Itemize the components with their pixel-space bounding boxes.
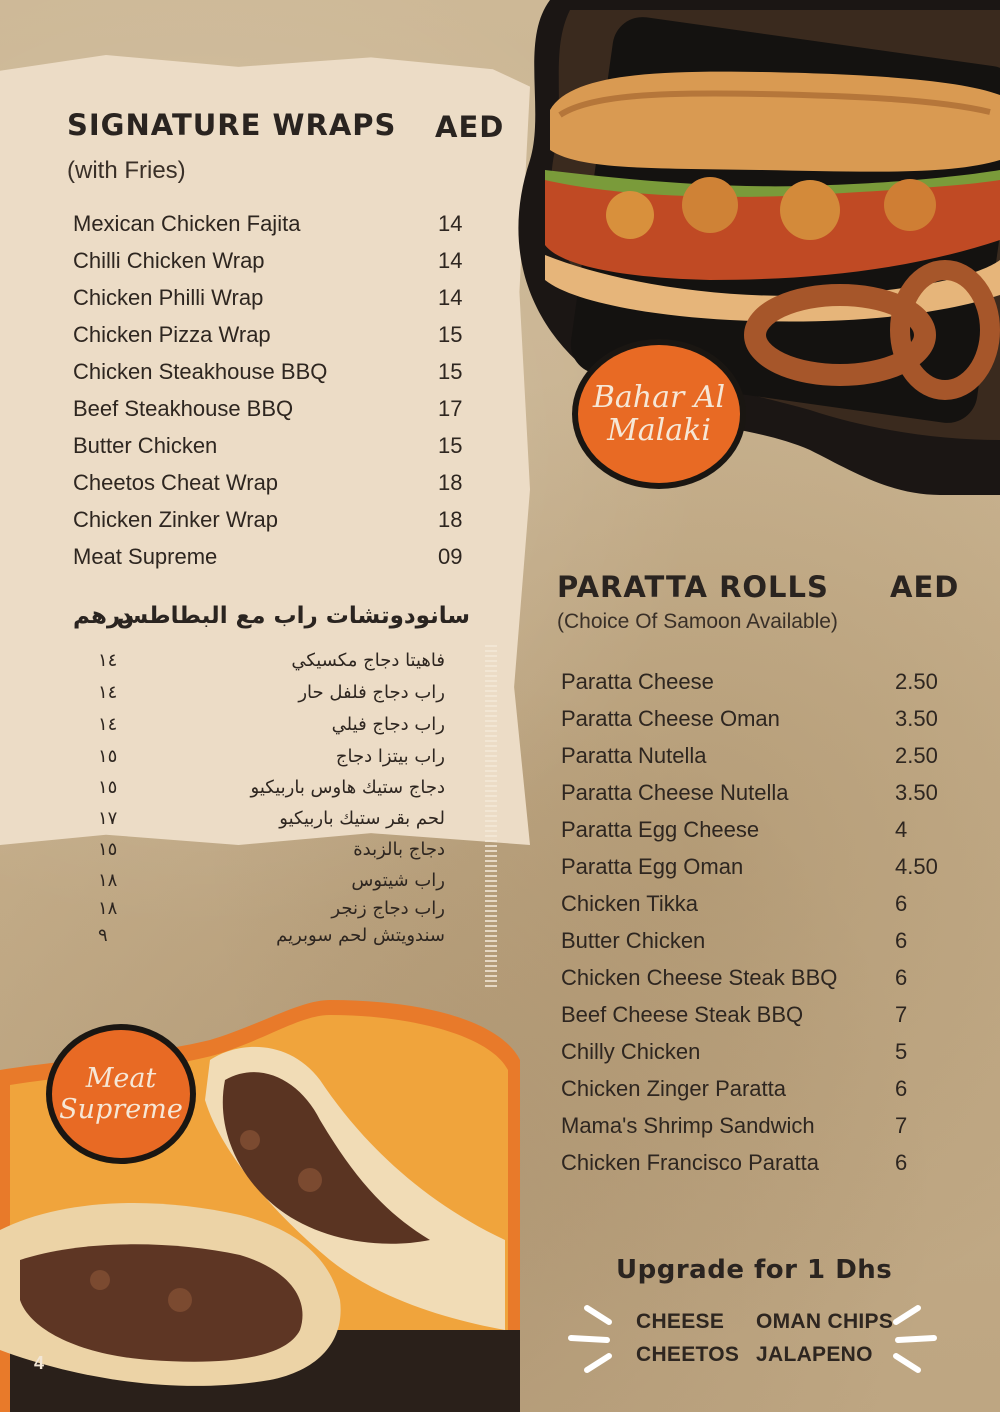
item-name: Butter Chicken <box>561 928 706 953</box>
arabic-menu-item <box>90 839 445 870</box>
arabic-menu-item <box>90 746 445 777</box>
item-name: Chicken Francisco Paratta <box>561 1150 819 1175</box>
badge-line: Meat <box>85 1062 157 1094</box>
menu-item <box>73 248 473 285</box>
arabic-menu-item <box>90 682 445 714</box>
item-name: Paratta Cheese Oman <box>561 706 780 731</box>
arabic-menu-item <box>90 808 445 839</box>
arabic-menu-item <box>90 714 445 746</box>
arabic-item-price: ١٨ <box>98 870 118 891</box>
item-name: Chicken Philli Wrap <box>73 285 264 310</box>
menu-item <box>561 780 961 817</box>
item-price: 18 <box>438 470 463 495</box>
menu-item <box>561 891 961 928</box>
arabic-item-name: لحم بقر ستيك باربيكيو <box>279 808 445 829</box>
menu-item <box>561 706 961 743</box>
arabic-item-name: راب شيتوس <box>351 870 445 891</box>
arabic-item-price: ١٤ <box>98 650 118 671</box>
item-name: Butter Chicken <box>73 433 218 458</box>
menu-item <box>561 928 961 965</box>
arabic-title: سانودوتشات راب مع البطاطس <box>116 603 470 629</box>
upgrade-option: CHEETOS <box>636 1343 740 1366</box>
wraps-subtitle: (with Fries) <box>67 157 186 184</box>
item-name: Paratta Egg Cheese <box>561 817 760 842</box>
menu-item <box>561 1039 961 1076</box>
upgrade-title: Upgrade for 1 Dhs <box>616 1255 893 1285</box>
item-price: 15 <box>438 359 463 384</box>
menu-item <box>73 359 473 396</box>
menu-item <box>561 817 961 854</box>
arabic-item-price: ١٧ <box>98 808 118 829</box>
badge-line: Supreme <box>59 1094 183 1125</box>
arabic-item-name: راب دجاج فلفل حار <box>298 682 445 703</box>
item-name: Beef Cheese Steak BBQ <box>561 1002 804 1027</box>
arabic-item-name: فاهيتا دجاج مكسيكي <box>291 650 445 671</box>
arabic-menu-list <box>90 650 445 953</box>
arabic-item-name: دجاج بالزبدة <box>353 839 445 860</box>
item-price: 17 <box>438 396 463 421</box>
menu-item <box>561 743 961 780</box>
menu-item <box>561 854 961 891</box>
arabic-item-price: ١٤ <box>98 682 118 703</box>
arabic-item-name: راب بيتزا دجاج <box>335 746 445 767</box>
item-price: 15 <box>438 433 463 458</box>
menu-item <box>561 965 961 1002</box>
item-name: Chicken Tikka <box>561 891 698 916</box>
badge-line: Malaki <box>607 413 711 448</box>
paratta-title: PARATTA ROLLS <box>557 570 829 604</box>
item-name: Chilli Chicken Wrap <box>73 248 265 273</box>
item-price: 2.50 <box>895 669 938 694</box>
arabic-menu-item <box>90 650 445 682</box>
menu-item <box>73 211 473 248</box>
arabic-item-price: ١٥ <box>98 777 118 798</box>
paratta-currency: AED <box>890 570 960 604</box>
wraps-menu-list <box>73 211 473 581</box>
item-price: 4.50 <box>895 854 938 879</box>
item-name: Chicken Pizza Wrap <box>73 322 271 347</box>
arabic-item-price: ١٨ <box>98 898 118 919</box>
item-price: 6 <box>895 965 908 990</box>
menu-item <box>73 544 473 581</box>
upgrade-option: CHEESE <box>636 1310 725 1333</box>
item-name: Chicken Cheese Steak BBQ <box>561 965 838 990</box>
menu-item <box>561 669 961 706</box>
menu-item <box>561 1002 961 1039</box>
item-price: 09 <box>438 544 463 569</box>
item-price: 6 <box>895 1150 908 1175</box>
arabic-currency: درهم <box>73 603 133 629</box>
arabic-item-price: ٩ <box>98 925 108 946</box>
arabic-menu-item <box>90 777 445 808</box>
item-name: Mexican Chicken Fajita <box>73 211 301 236</box>
menu-item <box>561 1150 961 1187</box>
menu-item <box>73 470 473 507</box>
item-price: 4 <box>895 817 908 842</box>
arabic-item-name: دجاج ستيك هاوس باربيكيو <box>250 777 445 798</box>
item-name: Chicken Steakhouse BBQ <box>73 359 328 384</box>
dotted-divider <box>485 645 497 990</box>
item-price: 14 <box>438 211 463 236</box>
sparkle-left-icon <box>565 1300 615 1380</box>
sparkle-right-icon <box>890 1300 940 1380</box>
arabic-menu-item <box>90 925 445 953</box>
arabic-item-name: سندويتش لحم سوبريم <box>276 925 445 946</box>
item-name: Paratta Nutella <box>561 743 707 768</box>
item-price: 7 <box>895 1113 908 1138</box>
item-name: Chilly Chicken <box>561 1039 701 1064</box>
wraps-currency: AED <box>435 110 505 144</box>
bahar-al-malaki-badge <box>578 345 740 483</box>
paratta-menu-list <box>561 669 961 1187</box>
arabic-item-price: ١٥ <box>98 839 118 860</box>
arabic-menu-item <box>90 870 445 898</box>
item-price: 7 <box>895 1002 908 1027</box>
item-price: 14 <box>438 285 463 310</box>
item-name: Beef Steakhouse BBQ <box>73 396 294 421</box>
meat-supreme-badge <box>52 1030 190 1158</box>
item-price: 3.50 <box>895 780 938 805</box>
menu-item <box>73 507 473 544</box>
item-name: Paratta Cheese Nutella <box>561 780 789 805</box>
badge-line: Bahar Al <box>592 380 726 415</box>
item-name: Meat Supreme <box>73 544 218 569</box>
item-price: 3.50 <box>895 706 938 731</box>
item-price: 18 <box>438 507 463 532</box>
upgrade-option: OMAN CHIPS <box>756 1310 894 1333</box>
menu-item <box>73 433 473 470</box>
arabic-item-name: راب دجاج زنجر <box>331 898 445 919</box>
menu-item <box>73 285 473 322</box>
item-name: Chicken Zinker Wrap <box>73 507 278 532</box>
item-price: 2.50 <box>895 743 938 768</box>
item-price: 6 <box>895 928 908 953</box>
item-price: 6 <box>895 1076 908 1101</box>
item-name: Paratta Cheese <box>561 669 714 694</box>
item-name: Cheetos Cheat Wrap <box>73 470 279 495</box>
arabic-menu-item <box>90 898 445 925</box>
item-name: Mama's Shrimp Sandwich <box>561 1113 815 1138</box>
menu-item <box>561 1076 961 1113</box>
item-name: Paratta Egg Oman <box>561 854 744 879</box>
menu-item <box>73 396 473 433</box>
arabic-item-price: ١٥ <box>98 746 118 767</box>
paratta-subtitle: (Choice Of Samoon Available) <box>557 610 838 633</box>
item-name: Chicken Zinger Paratta <box>561 1076 786 1101</box>
menu-item <box>561 1113 961 1150</box>
page-number: 4 <box>34 1353 45 1373</box>
item-price: 5 <box>895 1039 908 1064</box>
item-price: 14 <box>438 248 463 273</box>
item-price: 6 <box>895 891 908 916</box>
wraps-title: SIGNATURE WRAPS <box>67 108 397 142</box>
arabic-item-name: راب دجاج فيلي <box>331 714 445 735</box>
arabic-item-price: ١٤ <box>98 714 118 735</box>
upgrade-option: JALAPENO <box>756 1343 873 1366</box>
item-price: 15 <box>438 322 463 347</box>
menu-item <box>73 322 473 359</box>
